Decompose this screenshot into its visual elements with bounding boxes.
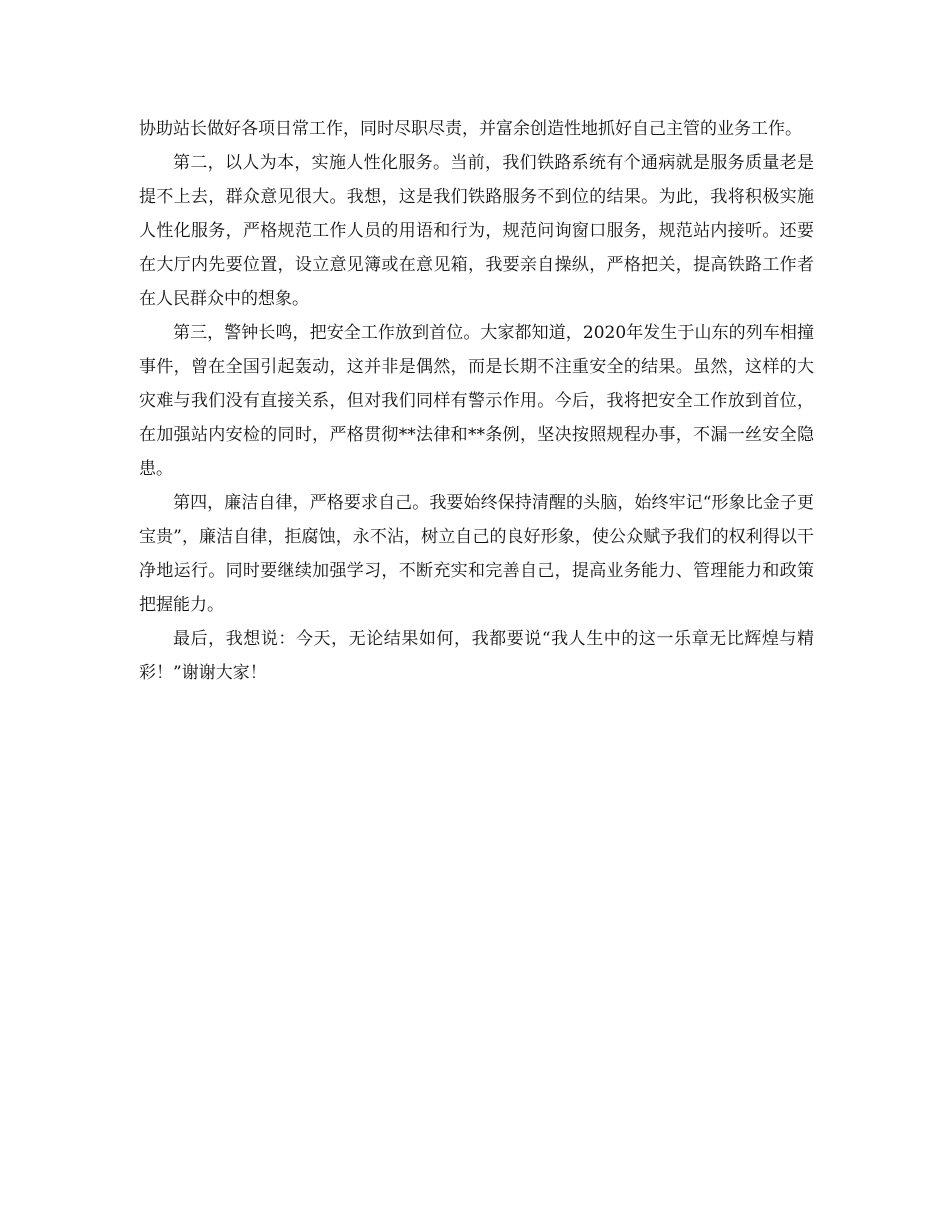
paragraph-continuation: 协助站长做好各项日常工作，同时尽职尽责，并富余创造性地抓好自己主管的业务工作。 bbox=[139, 119, 802, 139]
paragraph-third-point: 第三，警钟长鸣，把安全工作放到首位。大家都知道，2020年发生于山东的列车相撞事件，曾在全国引起轰动，这并非是偶然，而是长期不注重安全的结果。虽然，这样的大灾难与我们没有直接关系，但对我们同样有警示作用。今后，我将把安全工作放到首位，在加强站内安检的同时，严格贯彻**法律和**条例，坚决按照规程办事，不漏一丝安全隐患。 bbox=[139, 323, 814, 479]
paragraph-fourth-point: 第四，廉洁自律，严格要求自己。我要始终保持清醒的头脑，始终牢记“形象比金子更宝贵”，廉洁自律，拒腐蚀，永不沾，树立自己的良好形象，使公众赋予我们的权利得以干净地运行。同时要继续加强学习，不断充实和完善自己，提高业务能力、管理能力和政策把握能力。 bbox=[139, 493, 814, 615]
document-body bbox=[139, 112, 814, 690]
paragraph-closing: 最后，我想说：今天，无论结果如何，我都要说“我人生中的这一乐章无比辉煌与精彩！”谢谢大家！ bbox=[139, 629, 814, 683]
paragraph-second-point: 第二，以人为本，实施人性化服务。当前，我们铁路系统有个通病就是服务质量老是提不上去，群众意见很大。我想，这是我们铁路服务不到位的结果。为此，我将积极实施人性化服务，严格规范工作人员的用语和行为，规范问询窗口服务，规范站内接听。还要在大厅内先要位置，设立意见簿或在意见箱，我要亲自操纵，严格把关，提高铁路工作者在人民群众中的想象。 bbox=[139, 153, 814, 309]
